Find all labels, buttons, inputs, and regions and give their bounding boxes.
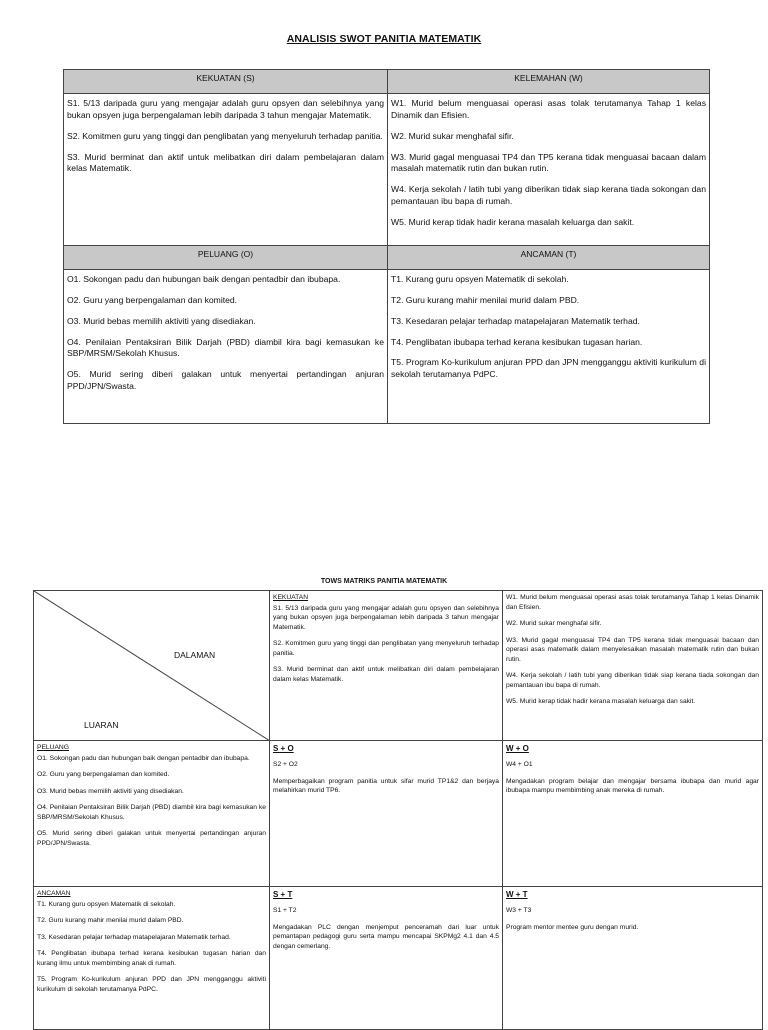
tows-threat-row [34,887,763,1030]
st-heading: S + T [273,890,293,899]
threats-cell [388,270,710,424]
threat-item: T5. Program Ko-kurikulum anjuran PPD dan JPN mengganggu aktiviti kurikulum di sekolah terutamanya PdPC. [391,357,706,380]
tows-opportunity-item: O3. Murid bebas memilih aktiviti yang disediakan. [37,787,184,795]
tows-opportunity-item: O4. Penilaian Pentaksiran Bilik Darjah (PBD) diambil kira bagi kemasukan ke SBP/MRSM/Sekolah Khusus. [37,804,266,821]
wo-strategy: Mengadakan program belajar dan mengajar bersama ibubapa dan murid agar ibubapa mampu membimbing anak mereka di rumah. [506,777,759,795]
threat-item: T2. Guru kurang mahir menilai murid dalam PBD. [391,294,580,305]
tows-table [33,590,763,1030]
opportunity-item: O1. Sokongan padu dan hubungan baik dengan pentadbir dan ibubapa. [67,274,341,284]
tows-threats-label: ANCAMAN [37,890,71,897]
swot-body-row [64,94,710,246]
tows-header-row [34,591,763,741]
tows-weakness-item: W3. Murid gagal menguasai TP4 dan TP5 kerana tidak menguasai bacaan dan operasi asas matematik dalam menyelesaikan masalah matematik rutin dan bukan rutin. [506,636,759,663]
threats-header: ANCAMAN (T) [388,246,710,270]
tows-threat-item: T3. Kesedaran pelajar terhadap matapelajaran Matematik terhad. [37,933,231,941]
threat-item: T1. Kurang guru opsyen Matematik di sekolah. [391,274,569,284]
swot-header-row [64,246,710,270]
external-label: LUARAN [84,720,119,730]
tows-threat-item: T4. Penglibatan ibubapa terhad kerana kesibukan tugasan harian dan kurang ilmu untuk membimbing anak di rumah. [37,950,266,967]
weakness-item: W3. Murid gagal menguasai TP4 dan TP5 kerana tidak menguasai bacaan dalam masalah matematik rutin dan bukan rutin. [391,151,706,174]
threat-item: T4. Penglibatan ibubapa terhad kerana kesibukan tugasan harian. [391,336,643,347]
tows-threat-item: T2. Guru kurang mahir menilai murid dalam PBD. [37,917,184,925]
wo-strategy-cell [503,741,763,887]
wt-strategy: Program mentor mentee guru dengan murid. [506,923,639,931]
opportunity-item: O4. Penilaian Pentaksiran Bilik Darjah (PBD) diambil kira bagi kemasukan ke SBP/MRSM/Sekolah Khusus. [67,336,384,359]
opportunity-item: O3. Murid bebas memilih aktiviti yang disediakan. [67,315,256,326]
strength-item: S1. 5/13 daripada guru yang mengajar adalah guru opsyen dan selebihnya yang bukan opsyen juga berpengalaman lebih daripada 3 tahun mengajar Matematik. [67,98,384,120]
tows-weakness-item: W5. Murid kerap tidak hadir kerana masalah keluarga dan sakit. [506,698,696,706]
tows-strengths-label: KEKUATAN [273,594,309,601]
tows-strength-item: S2. Komitmen guru yang tinggi dan penglibatan yang menyeluruh terhadap panitia. [273,640,499,657]
strength-item: S3. Murid berminat dan aktif untuk melibatkan diri dalam pembelajaran dalam kelas Matematik. [67,151,384,174]
tows-weakness-item: W1. Murid belum menguasai operasi asas tolak terutamanya Tahap 1 kelas Dinamik dan Efisien. [506,594,759,611]
tows-opportunities-label: PELUANG [37,744,69,751]
tows-weaknesses-cell [503,591,763,741]
wt-code: W3 + T3 [506,907,532,915]
wt-strategy-cell [503,887,763,1030]
tows-threats-cell [34,887,270,1030]
tows-opportunity-item: O1. Sokongan padu dan hubungan baik dengan pentadbir dan ibubapa. [37,754,250,762]
tows-strengths-cell [270,591,503,741]
weakness-item: W4. Kerja sekolah / latih tubi yang diberikan tidak siap kerana tiada sokongan dan pemantauan ibu bapa di rumah. [391,184,706,207]
tows-opportunity-item: O2. Guru yang berpengalaman dan komited. [37,771,170,779]
st-code: S1 + T2 [273,907,297,915]
opportunities-header: PELUANG (O) [64,246,388,270]
opportunities-cell [64,270,388,424]
tows-strength-item: S3. Murid berminat dan aktif untuk melibatkan diri dalam pembelajaran dalam kelas Matematik. [273,666,499,683]
strengths-cell [64,94,388,246]
weaknesses-header: KELEMAHAN (W) [388,70,710,94]
swot-body-row [64,270,710,424]
swot-header-row [64,70,710,94]
opportunity-item: O5. Murid sering diberi galakan untuk menyertai pertandingan anjuran PPD/JPN/Swasta. [67,369,384,392]
st-strategy-cell [270,887,503,1030]
strengths-header: KEKUATAN (S) [64,70,388,94]
so-code: S2 + O2 [273,761,298,769]
tows-opportunities-cell [34,741,270,887]
swot-title: ANALISIS SWOT PANITIA MATEMATIK [286,33,482,45]
wt-heading: W + T [506,890,528,899]
strength-item: S2. Komitmen guru yang tinggi dan penglibatan yang menyeluruh terhadap panitia. [67,130,383,141]
so-heading: S + O [273,744,294,753]
internal-label: DALAMAN [174,650,216,660]
tows-threat-item: T1. Kurang guru opsyen Matematik di sekolah. [37,900,176,908]
weakness-item: W1. Murid belum menguasai operasi asas tolak terutamanya Tahap 1 kelas Dinamik dan Efisien. [391,98,706,120]
tows-opportunity-row [34,741,763,887]
wo-code: W4 + O1 [506,761,533,769]
tows-weakness-item: W4. Kerja sekolah / latih tubi yang diberikan tidak siap kerana tiada sokongan dan pemantauan ibu bapa di rumah. [506,672,759,689]
diagonal-line [34,591,270,741]
so-strategy-cell [270,741,503,887]
tows-threat-item: T5. Program Ko-kurikulum anjuran PPD dan JPN mengganggu aktiviti kurikulum di sekolah terutamanya PdPC. [37,976,266,993]
tows-corner-cell [34,591,270,741]
tows-opportunity-item: O5. Murid sering diberi galakan untuk menyertai pertandingan anjuran PPD/JPN/Swasta. [37,830,266,847]
weakness-item: W5. Murid kerap tidak hadir kerana masalah keluarga dan sakit. [391,217,635,228]
so-strategy: Memperbagaikan program panitia untuk sifar murid TP1&2 dan berjaya melahirkan murid TP6. [273,777,499,795]
wo-heading: W + O [506,744,529,753]
weakness-item: W2. Murid sukar menghafal sifir. [391,130,514,141]
tows-strength-item: S1. 5/13 daripada guru yang mengajar adalah guru opsyen dan selebihnya yang bukan opsyen juga berpengalaman lebih daripada 3 tahun mengajar Matematik. [273,604,499,631]
tows-title: TOWS MATRIKS PANITIA MATEMATIK [320,578,448,585]
threat-item: T3. Kesedaran pelajar terhadap matapelajaran Matematik terhad. [391,315,640,326]
swot-table [63,69,710,424]
st-strategy: Mengadakan PLC dengan menjemput penceramah dari luar untuk pemantapan pedagogi guru serta mampu mencapai SKPMg2 4.1 dan 4.5 dengan cemerlang. [273,923,499,950]
tows-weakness-item: W2. Murid sukar menghafal sifir. [506,620,602,628]
opportunity-item: O2. Guru yang berpengalaman dan komited. [67,294,238,305]
weaknesses-cell [388,94,710,246]
